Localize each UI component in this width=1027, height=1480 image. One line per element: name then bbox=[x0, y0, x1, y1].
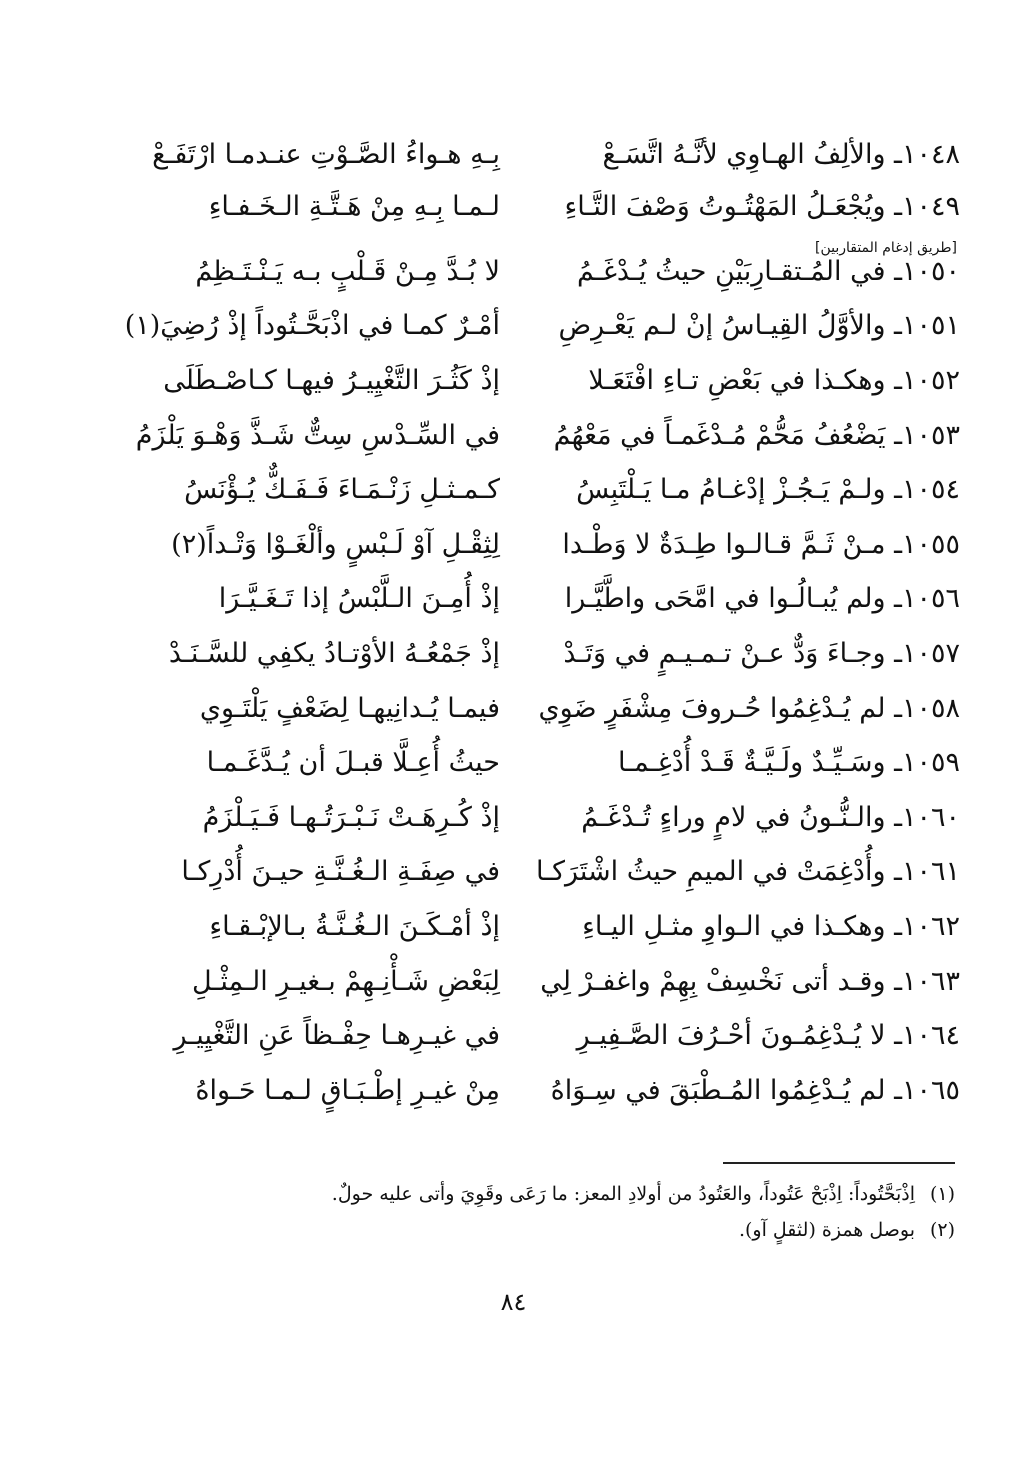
verse-line bbox=[160, 1008, 960, 1063]
verse-first-hemistich: ١٠٦٣ـ وقـد أتى نَخْسِفْ بِهِمْ واغفـرْ لِي bbox=[540, 965, 960, 997]
verse-first-hemistich: ١٠٥٩ـ وسَـيِّـدٌ ولَـيَّـةٌ قَـدْ أُدْغِـمـا bbox=[617, 747, 960, 779]
verse-line bbox=[160, 845, 960, 900]
verse-block-intro bbox=[152, 128, 960, 232]
section-heading: [طريق إدغام المتقاربين] bbox=[814, 240, 957, 256]
footnote-number: (١) bbox=[929, 1183, 955, 1205]
verse-line bbox=[160, 353, 960, 408]
verse-block-main bbox=[124, 244, 960, 1118]
page-number: ٨٤ bbox=[500, 1288, 527, 1316]
verse-first-hemistich: ١٠٦٢ـ وهكـذا في الـواوِ مثـلِ اليـاءِ bbox=[582, 910, 960, 942]
footnotes bbox=[195, 1176, 955, 1248]
verse-line bbox=[160, 899, 960, 954]
verse-line bbox=[160, 572, 960, 627]
verse-first-hemistich: ١٠٥٦ـ ولم يُبـالُـوا في امَّحَى واطَّيَّـرا bbox=[564, 583, 960, 615]
verse-second-hemistich: حيثُ أُعِـلَّا قبـلَ أن يُـدَّغَـمـا bbox=[206, 747, 500, 779]
verse-line bbox=[152, 128, 960, 180]
verse-second-hemistich: إذْ أُمِـنَ الـلَّبْسُ إذا تَـغَـيَّـرَا bbox=[218, 583, 500, 615]
verse-second-hemistich: لا بُـدَّ مِـنْ قَـلْبٍ بـه يَـنْـتَـظِمُ bbox=[195, 255, 500, 287]
verse-line bbox=[160, 462, 960, 517]
verse-second-hemistich: إذْ جَمْعُـهُ الأوْتـادُ يكفِي للسَّـنَـدْ bbox=[168, 637, 500, 669]
verse-second-hemistich: لِثِقْـلِ آوْ لَـبْسٍ وألْغَـوْا وَتْـداً(٢) bbox=[171, 528, 500, 560]
verse-first-hemistich: ١٠٥٠ـ في المُـتقـارِبَيْنِ حيثُ يُـدْغَـمُ bbox=[576, 255, 960, 287]
footnote-number: (٢) bbox=[929, 1219, 955, 1241]
verse-second-hemistich: مِنْ غيـرِ إطْـبَـاقٍ لـمـا حَـواهُ bbox=[195, 1074, 500, 1106]
verse-second-hemistich: إذْ أمْـكَـنَ الـغُـنَّـةُ بـالإبْـقـاءِ bbox=[209, 910, 500, 942]
footnote-text: بوصل همزة (لثقلٍ آو). bbox=[738, 1219, 915, 1241]
verse-line bbox=[160, 626, 960, 681]
verse-second-hemistich: بِـهِ هـواءُ الصَّـوْتِ عنـدمـا ارْتَفَـعْ bbox=[152, 138, 500, 170]
verse-second-hemistich: لـمـا بِـهِ مِنْ هَـتَّـةِ الـخَـفـاءِ bbox=[208, 190, 500, 222]
verse-line bbox=[160, 735, 960, 790]
verse-first-hemistich: ١٠٤٨ـ والألِفُ الهـاوِي لأنَّـهُ اتَّسَـعْ bbox=[602, 138, 960, 170]
verse-second-hemistich: فيمـا يُـدانِيهـا لِضَعْفٍ يَلْتَـوِي bbox=[199, 692, 500, 724]
verse-line bbox=[160, 1063, 960, 1118]
verse-first-hemistich: ١٠٦٤ـ لا يُـدْغِمُـونَ أحْـرُفَ الصَّـفِيـرِ bbox=[576, 1020, 960, 1052]
verse-first-hemistich: ١٠٥٥ـ مـنْ ثَـمَّ قـالـوا طِـدَةٌ لا وَطْـدا bbox=[562, 528, 960, 560]
verse-first-hemistich: ١٠٤٩ـ ويُجْعَـلُ المَهْتُـوتُ وَصْفَ التَّـاءِ bbox=[564, 190, 960, 222]
verse-first-hemistich: ١٠٦٠ـ والـنُّـونُ في لامٍ وراءٍ تُـدْغَـمُ bbox=[581, 801, 960, 833]
verse-second-hemistich: في صِفَـةِ الـغُـنَّـةِ حيـنَ أُدْرِكـا bbox=[181, 856, 500, 888]
verse-line bbox=[135, 408, 960, 463]
verse-second-hemistich: في السِّـدْسِ سِتٌّ شَـذَّ وَهْـوَ يَلْزَمُ bbox=[135, 419, 500, 451]
verse-line bbox=[124, 299, 960, 354]
verse-first-hemistich: ١٠٥٧ـ وجـاءَ وَدٌّ عـنْ تـمـيـمٍ في وَتَـدْ bbox=[563, 637, 960, 669]
verse-line bbox=[160, 954, 960, 1009]
footnote-divider bbox=[723, 1162, 955, 1164]
verse-second-hemistich: كـمـثـلِ زَنْـمَـاءَ فَـفَـكٌّ يُـؤْنَسُ bbox=[184, 474, 500, 506]
verse-second-hemistich: إذْ كُـرِهَـتْ نَـبْـرَتُـهـا فَـيَـلْزَمُ bbox=[202, 801, 500, 833]
verse-first-hemistich: ١٠٥٣ـ يَضْعُفُ مَحُّمْ مُـدْغَمـاً في مَعْهُمُ bbox=[553, 419, 960, 451]
verse-line bbox=[160, 681, 960, 736]
verse-first-hemistich: ١٠٥٢ـ وهكـذا في بَعْضِ تـاءِ افْتَعَـلا bbox=[588, 364, 960, 396]
verse-line bbox=[160, 244, 960, 299]
verse-second-hemistich: إذْ كَثُـرَ التَّغْيِيـرُ فيهـا كـاصْـطَلَى bbox=[163, 364, 500, 396]
verse-first-hemistich: ١٠٥١ـ والأوَّلُ القِيـاسُ إنْ لـم يَعْـرِضِ bbox=[558, 310, 960, 342]
footnote bbox=[195, 1212, 955, 1248]
verse-line bbox=[160, 517, 960, 572]
verse-first-hemistich: ١٠٦٥ـ لم يُـدْغِمُوا المُـطْبَقَ في سِـوَاهُ bbox=[550, 1074, 960, 1106]
verse-second-hemistich: أمْـرٌ كمـا في اذْبَحَّـتُوداً إذْ رُضِيَ(١) bbox=[124, 310, 500, 342]
verse-first-hemistich: ١٠٦١ـ وأُدْغِمَتْ في الميمِ حيثُ اشْتَرَكـا bbox=[535, 856, 960, 888]
verse-first-hemistich: ١٠٥٤ـ ولـمْ يَـجُـزْ إدْغـامُ مـا يَـلْتَبِسُ bbox=[576, 474, 960, 506]
verse-line bbox=[160, 180, 960, 232]
verse-first-hemistich: ١٠٥٨ـ لم يُـدْغِمُوا حُـروفَ مِشْفَرٍ ضَوِي bbox=[538, 692, 960, 724]
verse-line bbox=[160, 790, 960, 845]
verse-second-hemistich: في غيـرِهـا حِفْـظاً عَنِ التَّغْيِيـرِ bbox=[173, 1020, 500, 1052]
footnote-text: اِذْبَحَّتُوداً: اِذْبَحْ عَتُوداً، والعَتُودُ من أولادِ المعز: ما رَعَى وقَوِيَ وأتى عليه حولٌ. bbox=[331, 1183, 915, 1205]
footnote bbox=[195, 1176, 955, 1212]
verse-second-hemistich: لِبَعْضِ شَـأْنِـهِمْ بـغيـرِ الـمِثْـلِ bbox=[192, 965, 500, 997]
